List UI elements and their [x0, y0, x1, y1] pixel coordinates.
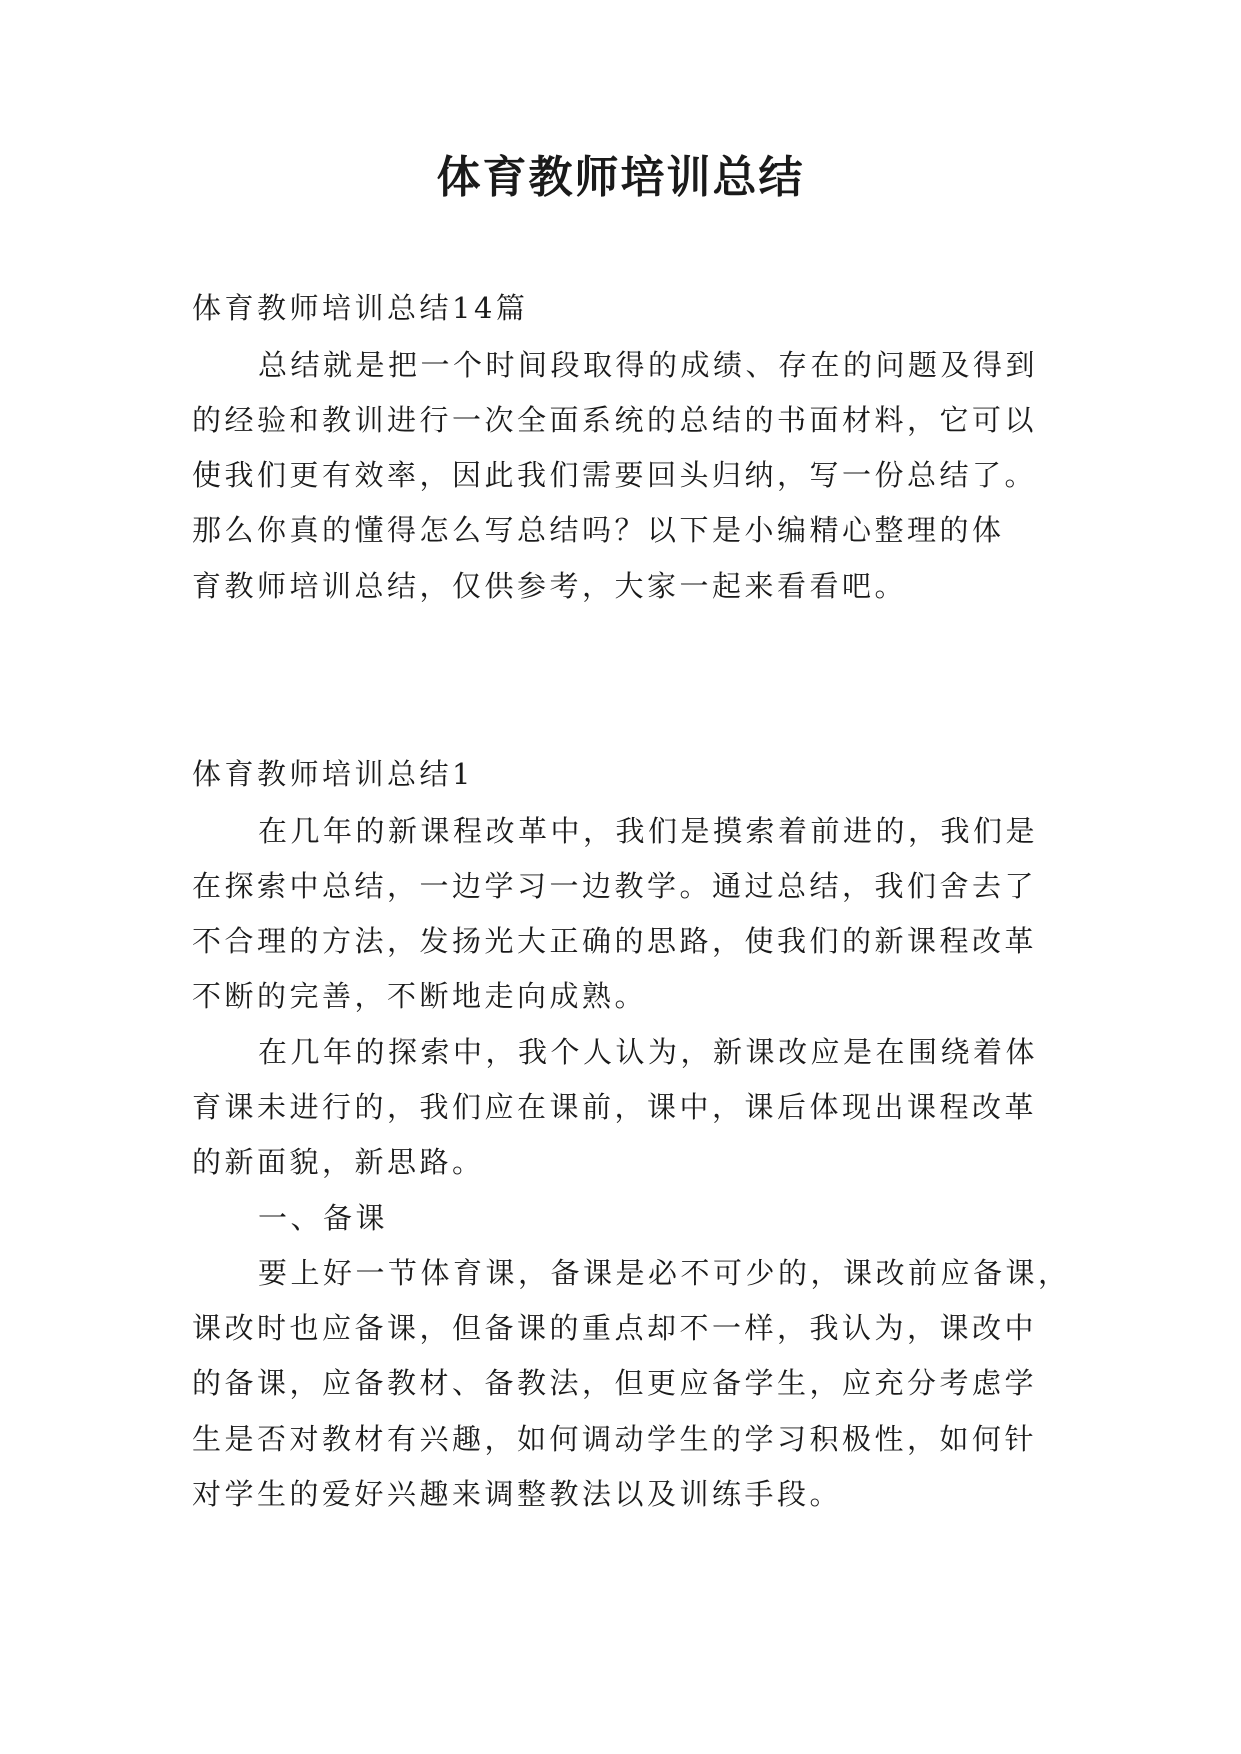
paragraph-line: 育教师培训总结，仅供参考，大家一起来看看吧。: [192, 569, 908, 603]
paragraph-line: 的经验和教训进行一次全面系统的总结的书面材料，它可以: [192, 403, 1038, 437]
paragraph-line: 不合理的方法，发扬光大正确的思路，使我们的新课程改革: [192, 924, 1038, 958]
section-heading: 体育教师培训总结1: [192, 757, 474, 791]
paragraph-line: 对学生的爱好兴趣来调整教法以及训练手段。: [192, 1477, 843, 1511]
paragraph-line: 在几年的新课程改革中，我们是摸索着前进的，我们是: [258, 814, 1039, 848]
paragraph-line: 育课未进行的，我们应在课前，课中，课后体现出课程改革: [192, 1090, 1038, 1124]
subtitle-line: 体育教师培训总结14篇: [192, 291, 529, 325]
paragraph-line: 在探索中总结，一边学习一边教学。通过总结，我们舍去了: [192, 869, 1038, 903]
paragraph-line: 那么你真的懂得怎么写总结吗？以下是小编精心整理的体: [192, 513, 1005, 547]
subsection-heading: 一、备课: [258, 1201, 389, 1235]
paragraph-line: 总结就是把一个时间段取得的成绩、存在的问题及得到: [258, 348, 1039, 382]
paragraph-line: 不断的完善，不断地走向成熟。: [192, 979, 648, 1013]
paragraph-line: 课改时也应备课，但备课的重点却不一样，我认为，课改中: [192, 1311, 1038, 1345]
paragraph-line: 使我们更有效率，因此我们需要回头归纳，写一份总结了。: [192, 458, 1038, 492]
paragraph-line: 要上好一节体育课，备课是必不可少的，课改前应备课，: [258, 1256, 1071, 1290]
paragraph-line: 的新面貌，新思路。: [192, 1145, 485, 1179]
paragraph-line: 的备课，应备教材、备教法，但更应备学生，应充分考虑学: [192, 1366, 1038, 1400]
paragraph-line: 在几年的探索中，我个人认为，新课改应是在围绕着体: [258, 1035, 1039, 1069]
paragraph-line: 生是否对教材有兴趣，如何调动学生的学习积极性，如何针: [192, 1422, 1038, 1456]
document-title: 体育教师培训总结: [436, 152, 805, 203]
